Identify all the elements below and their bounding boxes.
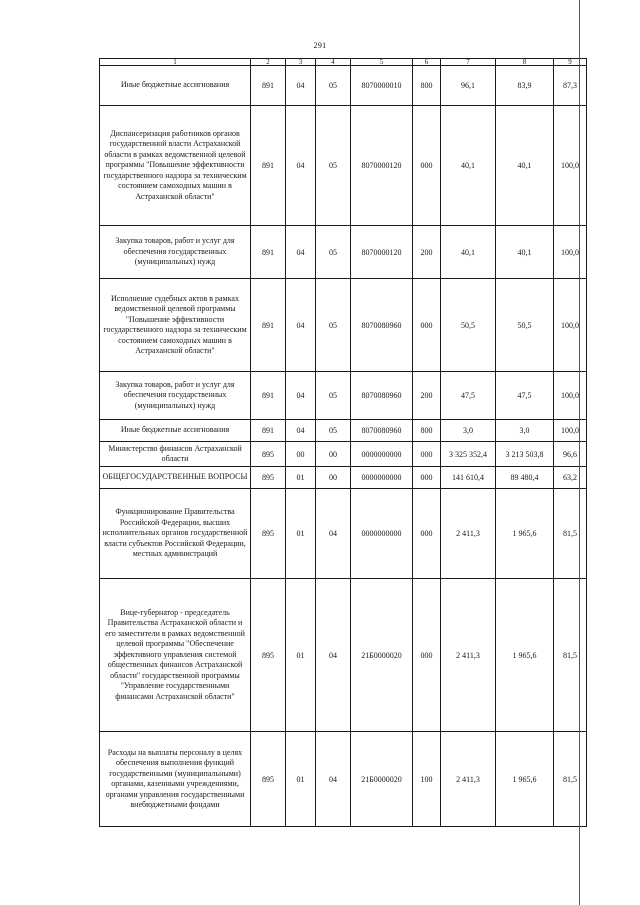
- row-executed-amount: 3,0: [496, 420, 554, 442]
- row-target-article: 8070000010: [351, 66, 413, 106]
- row-section: 01: [286, 579, 316, 732]
- row-name: Закупка товаров, работ и услуг для обеспечения государственных (муниципальных) нужд: [100, 372, 251, 420]
- row-subsection: 00: [316, 442, 351, 467]
- row-executed-amount: 83,9: [496, 66, 554, 106]
- row-subsection: 04: [316, 732, 351, 827]
- column-header: 2: [251, 59, 286, 66]
- row-section: 00: [286, 442, 316, 467]
- row-admin-code: 895: [251, 489, 286, 579]
- row-section: 04: [286, 226, 316, 279]
- row-percent: 81,5: [554, 732, 587, 827]
- row-subsection: 04: [316, 579, 351, 732]
- row-target-article: 8070000120: [351, 226, 413, 279]
- row-admin-code: 895: [251, 579, 286, 732]
- row-executed-amount: 3 213 503,8: [496, 442, 554, 467]
- row-admin-code: 895: [251, 467, 286, 489]
- row-approved-amount: 96,1: [441, 66, 496, 106]
- row-target-article: 21Б0000020: [351, 732, 413, 827]
- row-executed-amount: 40,1: [496, 226, 554, 279]
- column-header: 1: [100, 59, 251, 66]
- row-percent: 100,0: [554, 420, 587, 442]
- table-row: [100, 226, 587, 279]
- table-row: [100, 66, 587, 106]
- row-executed-amount: 89 480,4: [496, 467, 554, 489]
- row-target-article: 0000000000: [351, 467, 413, 489]
- row-target-article: 8070080960: [351, 420, 413, 442]
- row-approved-amount: 2 411,3: [441, 489, 496, 579]
- row-executed-amount: 1 965,6: [496, 579, 554, 732]
- column-header: 5: [351, 59, 413, 66]
- row-target-article: 21Б0000020: [351, 579, 413, 732]
- row-subsection: 05: [316, 420, 351, 442]
- row-admin-code: 891: [251, 420, 286, 442]
- column-header: 8: [496, 59, 554, 66]
- row-expense-type: 800: [413, 66, 441, 106]
- budget-table: [99, 58, 587, 827]
- column-header: 4: [316, 59, 351, 66]
- table-row: [100, 732, 587, 827]
- row-percent: 63,2: [554, 467, 587, 489]
- row-expense-type: 100: [413, 732, 441, 827]
- column-header: 3: [286, 59, 316, 66]
- table-row: [100, 489, 587, 579]
- row-expense-type: 200: [413, 226, 441, 279]
- row-section: 04: [286, 106, 316, 226]
- row-section: 04: [286, 66, 316, 106]
- row-percent: 100,0: [554, 279, 587, 372]
- page-number: 291: [313, 41, 327, 50]
- row-executed-amount: 50,5: [496, 279, 554, 372]
- row-approved-amount: 50,5: [441, 279, 496, 372]
- row-admin-code: 895: [251, 732, 286, 827]
- row-target-article: 0000000000: [351, 442, 413, 467]
- row-admin-code: 891: [251, 279, 286, 372]
- row-name: Закупка товаров, работ и услуг для обеспечения государственных (муниципальных) нужд: [100, 226, 251, 279]
- row-name: Диспансеризация работников органов государственной власти Астраханской области в рамках ведомственной целевой программы "Повышение эффективности государственного надзора за техническим состоянием самоходных машин в Астраханской области": [100, 106, 251, 226]
- row-executed-amount: 40,1: [496, 106, 554, 226]
- row-expense-type: 200: [413, 372, 441, 420]
- row-name: Функционирование Правительства Российской Федерации, высших исполнительных органов государственной власти субъектов Российской Федерации, местных администраций: [100, 489, 251, 579]
- row-expense-type: 000: [413, 279, 441, 372]
- row-name: Вице-губернатор - председатель Правительства Астраханской области и его заместители в рамках ведомственной целевой программы "Обеспечение эффективного управления системой общественных финансов Астраханской области" государственной программы "Управление государственными финансами Астраханской области": [100, 579, 251, 732]
- row-expense-type: 000: [413, 489, 441, 579]
- row-executed-amount: 47,5: [496, 372, 554, 420]
- scan-margin-line: [579, 0, 580, 905]
- row-subsection: 05: [316, 372, 351, 420]
- row-percent: 87,3: [554, 66, 587, 106]
- row-admin-code: 891: [251, 226, 286, 279]
- row-executed-amount: 1 965,6: [496, 489, 554, 579]
- row-subsection: 05: [316, 226, 351, 279]
- row-admin-code: 891: [251, 66, 286, 106]
- table-row: [100, 467, 587, 489]
- row-approved-amount: 40,1: [441, 226, 496, 279]
- row-subsection: 00: [316, 467, 351, 489]
- row-percent: 96,6: [554, 442, 587, 467]
- row-expense-type: 800: [413, 420, 441, 442]
- row-percent: 100,0: [554, 372, 587, 420]
- row-approved-amount: 40,1: [441, 106, 496, 226]
- table-row: [100, 279, 587, 372]
- row-name: ОБЩЕГОСУДАРСТВЕННЫЕ ВОПРОСЫ: [100, 467, 251, 489]
- column-header: 9: [554, 59, 587, 66]
- column-header: 6: [413, 59, 441, 66]
- row-section: 01: [286, 489, 316, 579]
- row-percent: 100,0: [554, 226, 587, 279]
- table-row: [100, 579, 587, 732]
- row-section: 01: [286, 467, 316, 489]
- row-expense-type: 000: [413, 579, 441, 732]
- row-target-article: 8070080960: [351, 279, 413, 372]
- table-row: [100, 420, 587, 442]
- row-name: Министерство финансов Астраханской области: [100, 442, 251, 467]
- row-subsection: 05: [316, 66, 351, 106]
- row-subsection: 05: [316, 279, 351, 372]
- row-subsection: 05: [316, 106, 351, 226]
- row-name: Расходы на выплаты персоналу в целях обеспечения выполнения функций государственными (муниципальными) органами, казенными учреждениями, органами управления государственными внебюджетными фондами: [100, 732, 251, 827]
- row-admin-code: 891: [251, 106, 286, 226]
- row-admin-code: 891: [251, 372, 286, 420]
- table-row: [100, 372, 587, 420]
- row-target-article: 8070000120: [351, 106, 413, 226]
- table-row: [100, 106, 587, 226]
- row-target-article: 0000000000: [351, 489, 413, 579]
- row-subsection: 04: [316, 489, 351, 579]
- row-admin-code: 895: [251, 442, 286, 467]
- row-expense-type: 000: [413, 106, 441, 226]
- row-name: Иные бюджетные ассигнования: [100, 66, 251, 106]
- row-section: 04: [286, 372, 316, 420]
- row-target-article: 8070080960: [351, 372, 413, 420]
- row-executed-amount: 1 965,6: [496, 732, 554, 827]
- row-approved-amount: 47,5: [441, 372, 496, 420]
- row-section: 01: [286, 732, 316, 827]
- table-row: [100, 442, 587, 467]
- row-section: 04: [286, 279, 316, 372]
- column-number-row: [100, 59, 587, 66]
- row-approved-amount: 2 411,3: [441, 579, 496, 732]
- row-percent: 100,0: [554, 106, 587, 226]
- row-section: 04: [286, 420, 316, 442]
- row-approved-amount: 2 411,3: [441, 732, 496, 827]
- row-expense-type: 000: [413, 467, 441, 489]
- row-name: Исполнение судебных актов в рамках ведомственной целевой программы "Повышение эффективности государственного надзора за техническим состоянием самоходных машин в Астраханской области": [100, 279, 251, 372]
- row-approved-amount: 3 325 352,4: [441, 442, 496, 467]
- row-expense-type: 000: [413, 442, 441, 467]
- row-percent: 81,5: [554, 489, 587, 579]
- column-header: 7: [441, 59, 496, 66]
- row-name: Иные бюджетные ассигнования: [100, 420, 251, 442]
- row-approved-amount: 3,0: [441, 420, 496, 442]
- row-approved-amount: 141 610,4: [441, 467, 496, 489]
- row-percent: 81,5: [554, 579, 587, 732]
